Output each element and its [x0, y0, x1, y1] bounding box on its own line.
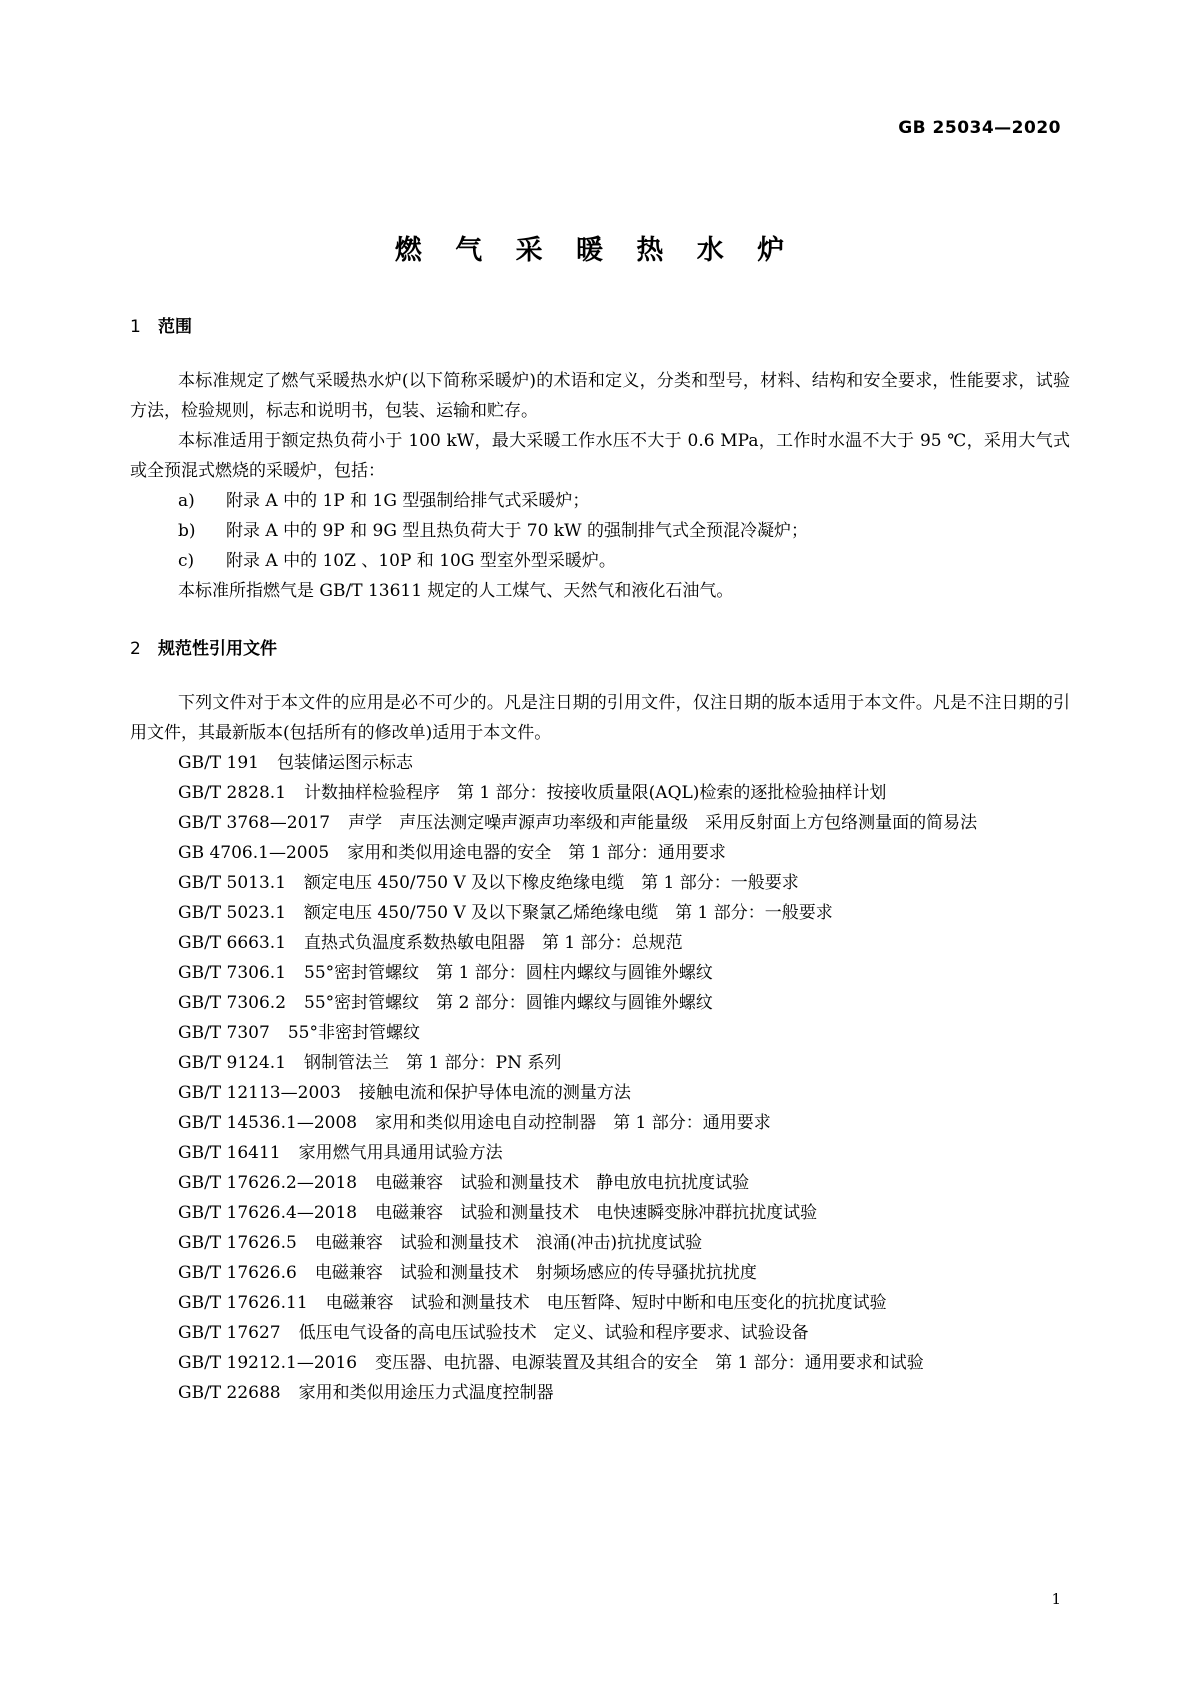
list-label: a) — [178, 491, 195, 511]
ref-code: GB/T 17627 — [178, 1323, 281, 1343]
reference-item — [130, 778, 1070, 808]
reference-item — [130, 898, 1070, 928]
ref-title: 电磁兼容 试验和测量技术 电快速瞬变脉冲群抗扰度试验 — [375, 1203, 818, 1223]
ref-title: 55°密封管螺纹 第 2 部分：圆锥内螺纹与圆锥外螺纹 — [304, 993, 713, 1013]
ref-code: GB 4706.1—2005 — [178, 843, 330, 863]
ref-code: GB/T 7307 — [178, 1023, 270, 1043]
list-text: 附录 A 中的 1P 和 1G 型强制给排气式采暖炉； — [226, 491, 590, 511]
reference-item — [130, 1168, 1070, 1198]
ref-title: 变压器、电抗器、电源装置及其组合的安全 第 1 部分：通用要求和试验 — [375, 1353, 924, 1373]
list-item — [130, 546, 1070, 576]
reference-item — [130, 868, 1070, 898]
reference-item — [130, 748, 1070, 778]
ref-code: GB/T 17626.11 — [178, 1293, 308, 1313]
ref-title: 额定电压 450/750 V 及以下聚氯乙烯绝缘电缆 第 1 部分：一般要求 — [304, 903, 833, 923]
reference-item — [130, 958, 1070, 988]
ref-title: 钢制管法兰 第 1 部分：PN 系列 — [304, 1053, 562, 1073]
reference-item — [130, 1018, 1070, 1048]
ref-title: 包装储运图示标志 — [277, 753, 413, 773]
ref-code: GB/T 9124.1 — [178, 1053, 287, 1073]
list-label: c) — [178, 551, 195, 571]
ref-title: 电磁兼容 试验和测量技术 电压暂降、短时中断和电压变化的抗扰度试验 — [325, 1293, 887, 1313]
reference-item — [130, 928, 1070, 958]
ref-code: GB/T 17626.6 — [178, 1263, 297, 1283]
list-text: 附录 A 中的 10Z 、10P 和 10G 型室外型采暖炉。 — [226, 551, 616, 571]
ref-code: GB/T 5013.1 — [178, 873, 287, 893]
ref-title: 接触电流和保护导体电流的测量方法 — [358, 1083, 631, 1103]
section-title: 规范性引用文件 — [158, 639, 277, 659]
ref-title: 家用和类似用途电自动控制器 第 1 部分：通用要求 — [375, 1113, 771, 1133]
paragraph: 本标准所指燃气是 GB/T 13611 规定的人工煤气、天然气和液化石油气。 — [178, 581, 734, 601]
ref-title: 家用燃气用具通用试验方法 — [298, 1143, 503, 1163]
ref-title: 额定电压 450/750 V 及以下橡皮绝缘电缆 第 1 部分：一般要求 — [304, 873, 799, 893]
ref-code: GB/T 191 — [178, 753, 259, 773]
page-number: 1 — [1051, 1590, 1061, 1608]
ref-code: GB/T 12113—2003 — [178, 1083, 341, 1103]
reference-item — [130, 1138, 1070, 1168]
ref-code: GB/T 6663.1 — [178, 933, 287, 953]
paragraph: 本标准规定了燃气采暖热水炉(以下简称采暖炉)的术语和定义，分类和型号，材料、结构和安全要求，性能要求，试验方法，检验规则，标志和说明书，包装、运输和贮存。 — [130, 371, 1070, 421]
list-item — [130, 486, 1070, 516]
ref-code: GB/T 5023.1 — [178, 903, 287, 923]
reference-item — [130, 838, 1070, 868]
section-number: 1 — [130, 317, 141, 337]
list-item — [130, 516, 1070, 546]
ref-title: 直热式负温度系数热敏电阻器 第 1 部分：总规范 — [304, 933, 683, 953]
section-title: 范围 — [158, 317, 192, 337]
section-2-body — [130, 688, 1070, 1408]
ref-title: 声学 声压法测定噪声源声功率级和声能量级 采用反射面上方包络测量面的简易法 — [348, 813, 978, 833]
reference-item — [130, 1078, 1070, 1108]
reference-item — [130, 1258, 1070, 1288]
ref-title: 计数抽样检验程序 第 1 部分：按接收质量限(AQL)检索的逐批检验抽样计划 — [304, 783, 887, 803]
paragraph: 下列文件对于本文件的应用是必不可少的。凡是注日期的引用文件，仅注日期的版本适用于本文件。凡是不注日期的引用文件，其最新版本(包括所有的修改单)适用于本文件。 — [130, 693, 1070, 743]
ref-code: GB/T 17626.5 — [178, 1233, 297, 1253]
reference-item — [130, 1288, 1070, 1318]
ref-title: 电磁兼容 试验和测量技术 静电放电抗扰度试验 — [375, 1173, 750, 1193]
document-title: 燃 气 采 暖 热 水 炉 — [394, 235, 797, 266]
section-2-heading — [130, 634, 277, 659]
reference-item — [130, 1378, 1070, 1408]
ref-title: 55°密封管螺纹 第 1 部分：圆柱内螺纹与圆锥外螺纹 — [304, 963, 713, 983]
section-1-body — [130, 366, 1070, 606]
standard-code: GB 25034—2020 — [898, 118, 1061, 138]
list-text: 附录 A 中的 9P 和 9G 型且热负荷大于 70 kW 的强制排气式全预混冷凝炉； — [226, 521, 808, 541]
ref-code: GB/T 14536.1—2008 — [178, 1113, 358, 1133]
reference-item — [130, 1198, 1070, 1228]
section-1-heading — [130, 312, 192, 337]
section-number: 2 — [130, 639, 141, 659]
ref-title: 电磁兼容 试验和测量技术 射频场感应的传导骚扰抗扰度 — [314, 1263, 757, 1283]
reference-item — [130, 808, 1070, 838]
ref-code: GB/T 17626.4—2018 — [178, 1203, 358, 1223]
ref-title: 低压电气设备的高电压试验技术 定义、试验和程序要求、试验设备 — [298, 1323, 809, 1343]
ref-code: GB/T 19212.1—2016 — [178, 1353, 358, 1373]
ref-title: 电磁兼容 试验和测量技术 浪涌(冲击)抗扰度试验 — [314, 1233, 703, 1253]
ref-code: GB/T 7306.2 — [178, 993, 287, 1013]
ref-code: GB/T 2828.1 — [178, 783, 287, 803]
ref-code: GB/T 17626.2—2018 — [178, 1173, 358, 1193]
ref-title: 家用和类似用途电器的安全 第 1 部分：通用要求 — [347, 843, 726, 863]
paragraph: 本标准适用于额定热负荷小于 100 kW，最大采暖工作水压不大于 0.6 MPa，工作时水温不大于 95 ℃，采用大气式或全预混式燃烧的采暖炉，包括： — [130, 431, 1070, 481]
reference-item — [130, 1228, 1070, 1258]
reference-item — [130, 1348, 1070, 1378]
ref-title: 家用和类似用途压力式温度控制器 — [298, 1383, 554, 1403]
reference-item — [130, 1048, 1070, 1078]
ref-code: GB/T 7306.1 — [178, 963, 287, 983]
ref-code: GB/T 3768—2017 — [178, 813, 331, 833]
ref-title: 55°非密封管螺纹 — [287, 1023, 420, 1043]
ref-code: GB/T 16411 — [178, 1143, 281, 1163]
ref-code: GB/T 22688 — [178, 1383, 281, 1403]
reference-item — [130, 1318, 1070, 1348]
list-label: b) — [178, 521, 196, 541]
reference-item — [130, 988, 1070, 1018]
reference-item — [130, 1108, 1070, 1138]
